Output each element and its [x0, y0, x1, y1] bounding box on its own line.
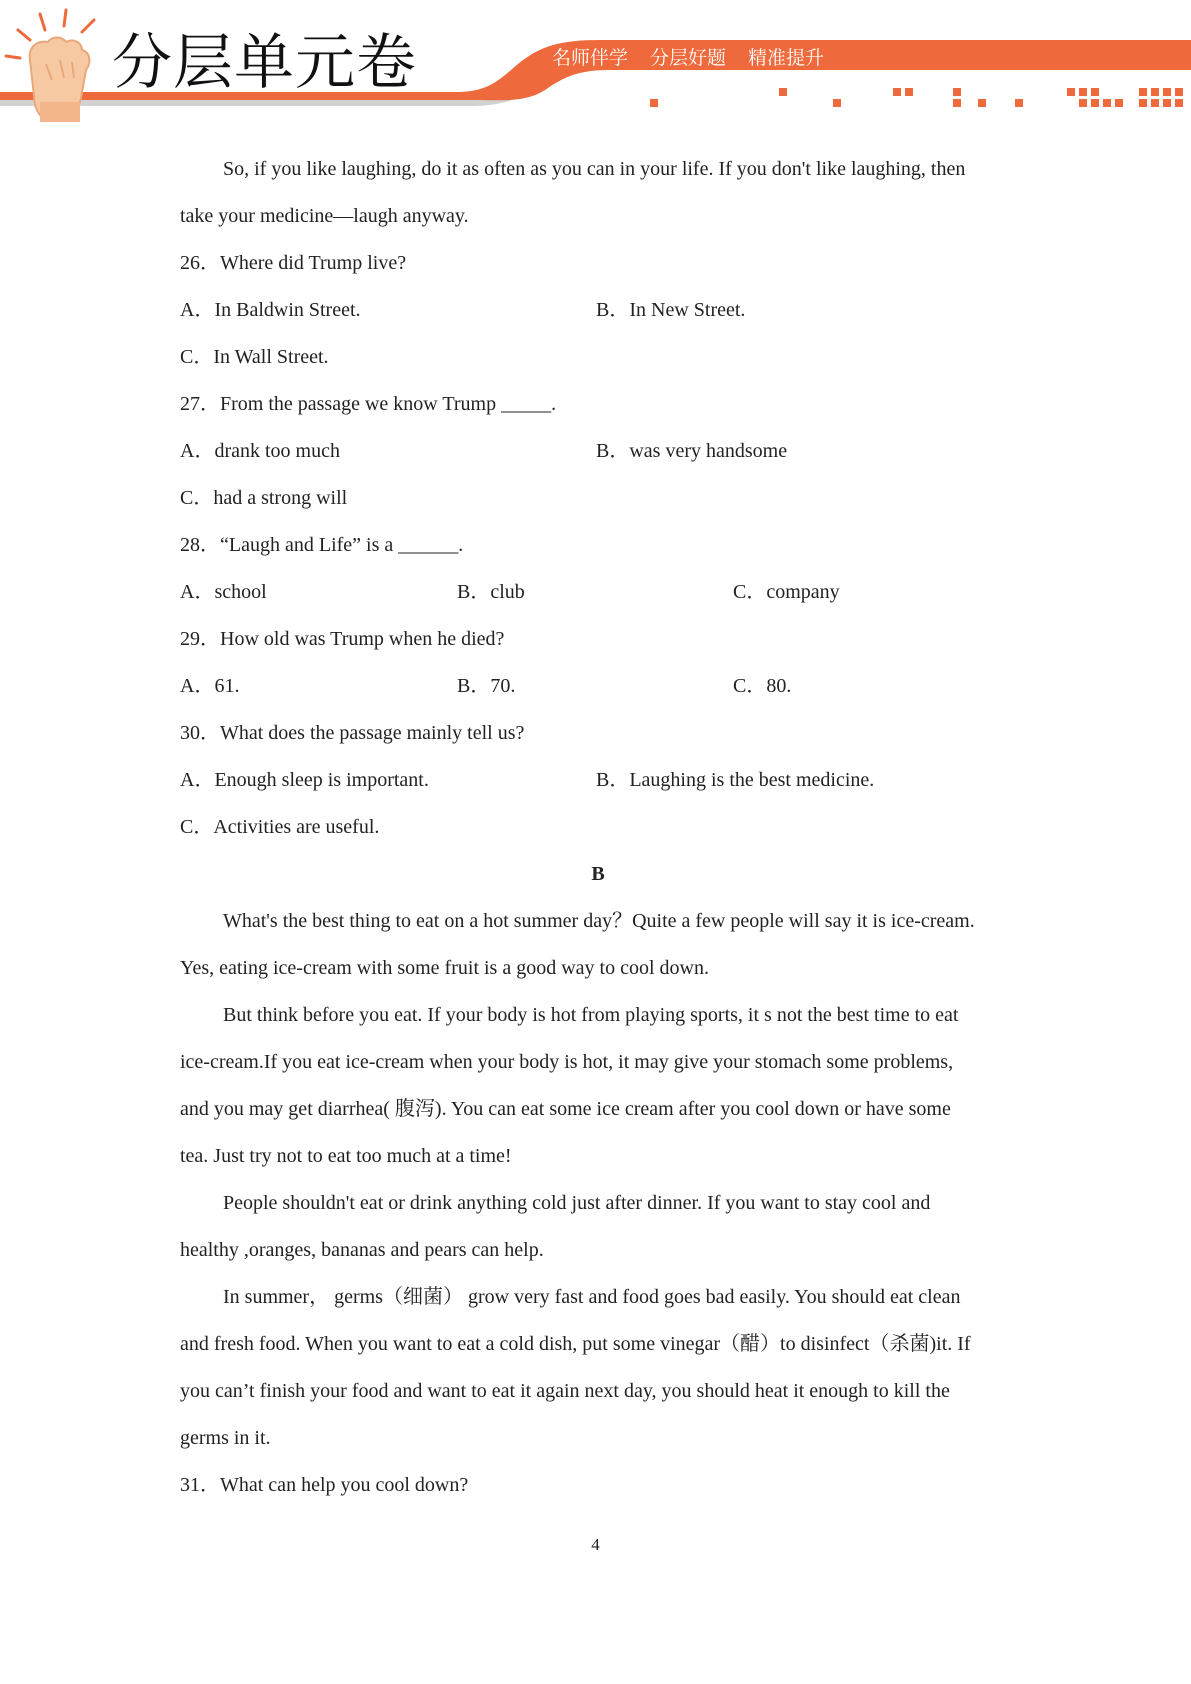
paragraph-line: germs in it. — [180, 1427, 271, 1449]
q27-option-a: A．drank too much — [180, 440, 340, 462]
paragraph-line: healthy ,oranges, bananas and pears can help. — [180, 1239, 544, 1261]
slogan-item: 分层好题 — [650, 47, 727, 69]
slogan-item: 名师伴学 — [552, 47, 629, 69]
paragraph-line: Yes, eating ice-cream with some fruit is a good way to cool down. — [180, 957, 709, 979]
paragraph-line: take your medicine—laugh anyway. — [180, 205, 469, 227]
question-26-stem: 26．Where did Trump live? — [180, 252, 407, 274]
question-29-stem: 29．How old was Trump when he died? — [180, 628, 505, 650]
question-31-stem: 31．What can help you cool down? — [180, 1474, 469, 1496]
q26-option-c: C．In Wall Street. — [180, 346, 329, 368]
q27-option-c: C．had a strong will — [180, 487, 348, 509]
question-30-stem: 30．What does the passage mainly tell us? — [180, 722, 525, 744]
q30-option-a: A．Enough sleep is important. — [180, 769, 429, 791]
paragraph-line: People shouldn't eat or drink anything cold just after dinner. If you want to stay cool and — [223, 1192, 931, 1214]
paragraph-line: In summer， germs（细菌） grow very fast and food goes bad easily. You should eat clean — [223, 1286, 961, 1308]
paragraph-line: and fresh food. When you want to eat a cold dish, put some vinegar（醋）to disinfect（杀菌)it. If — [180, 1333, 971, 1355]
q28-option-b: B．club — [457, 581, 525, 603]
q28-option-c: C．company — [733, 581, 840, 603]
q29-option-a: A．61. — [180, 675, 240, 697]
q30-option-c: C．Activities are useful. — [180, 816, 380, 838]
page-header — [0, 0, 1191, 130]
brand-title: 分层单元卷 — [112, 28, 417, 98]
q30-option-b: B．Laughing is the best medicine. — [596, 769, 875, 791]
question-27-stem: 27．From the passage we know Trump _____. — [180, 393, 557, 415]
paragraph-line: What's the best thing to eat on a hot summer day？Quite a few people will say it is ice-cream. — [223, 910, 975, 932]
q29-option-b: B．70. — [457, 675, 516, 697]
paragraph-line: you can’t finish your food and want to eat it again next day, you should heat it enough to kill the — [180, 1380, 950, 1402]
paragraph-line: ice-cream.If you eat ice-cream when your body is hot, it may give your stomach some problems, — [180, 1051, 954, 1073]
q28-option-a: A．school — [180, 581, 267, 603]
section-b-title: B — [591, 863, 605, 885]
q26-option-b: B．In New Street. — [596, 299, 746, 321]
slogan-item: 精准提升 — [748, 47, 825, 69]
paragraph-line: But think before you eat. If your body is hot from playing sports, it s not the best time to eat — [223, 1004, 959, 1026]
paragraph-line: tea. Just try not to eat too much at a time! — [180, 1145, 512, 1167]
paragraph-line: So, if you like laughing, do it as often as you can in your life. If you don't like laughing, then — [223, 158, 966, 180]
q26-option-a: A．In Baldwin Street. — [180, 299, 361, 321]
question-28-stem: 28．“Laugh and Life” is a ______. — [180, 534, 464, 556]
header-slogan — [552, 44, 846, 72]
paragraph-line: and you may get diarrhea( 腹泻). You can eat some ice cream after you cool down or have some — [180, 1098, 951, 1120]
q29-option-c: C．80. — [733, 675, 792, 697]
page-number: 4 — [591, 1535, 600, 1554]
decorative-squares — [650, 88, 1183, 107]
q27-option-b: B．was very handsome — [596, 440, 788, 462]
